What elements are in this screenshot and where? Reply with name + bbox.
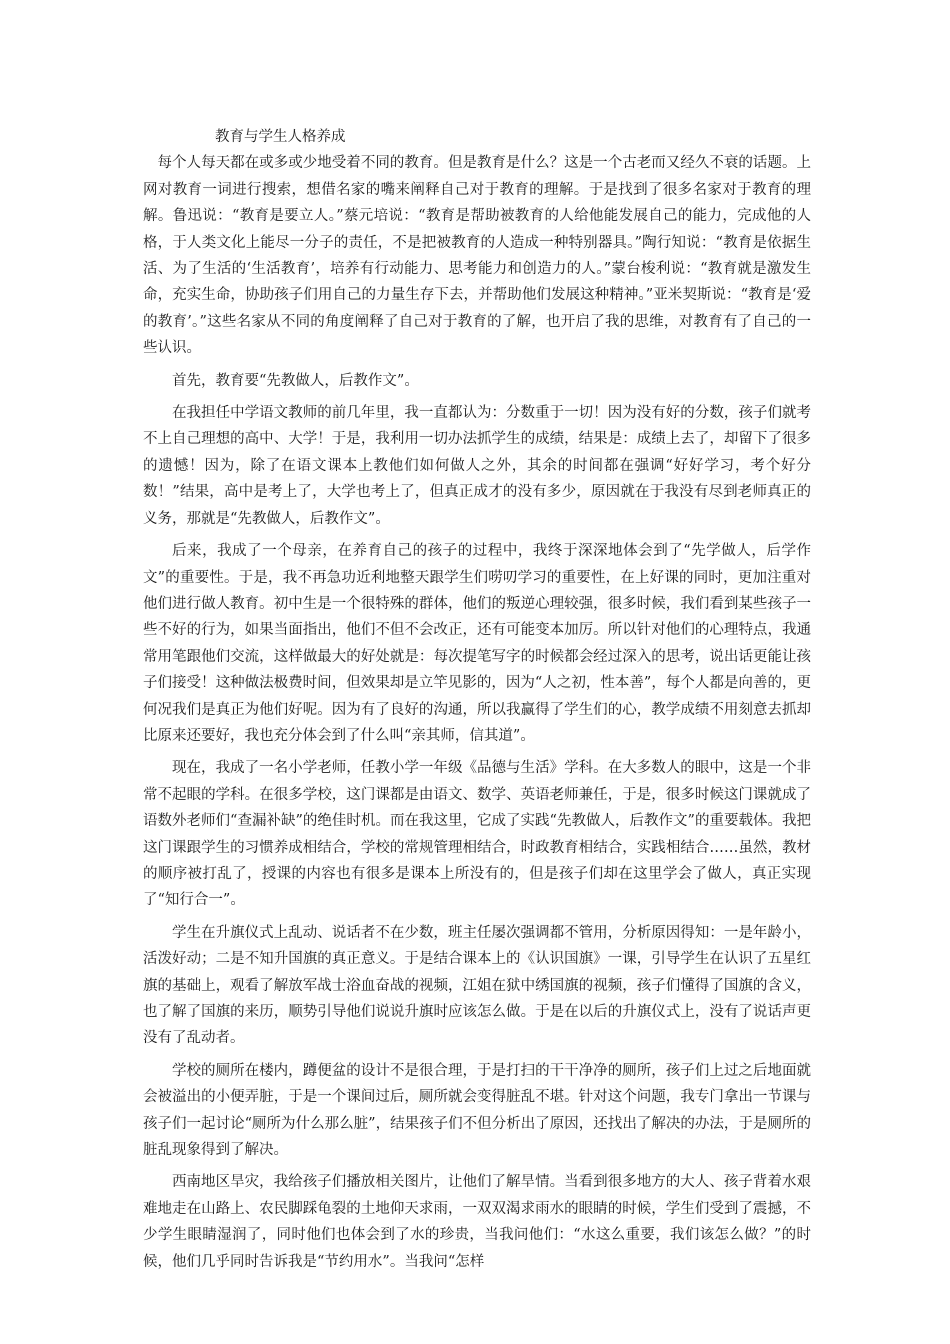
document-title: 教育与学生人格养成 bbox=[215, 129, 346, 145]
paragraph-becoming-mother: 后来，我成了一个母亲，在养育自己的孩子的过程中，我终于深深地体会到了“先学做人，后学作文”的重要性。于是，我不再急功近利地整天跟学生们唠叨学习的重要性，在上好课的同时，更加注重对他们进行做人教育。初中生是一个很特殊的群体，他们的叛逆心理较强，很多时候，我们看到某些孩子一些不好的行为，如果当面指出，他们不但不会改正，还有可能变本加厉。所以针对他们的心理特点，我通常用笔跟他们交流，这样做最大的好处就是：每次提笔写字的时候都会经过深入的思考，说出话更能让孩子们接受！这种做法极费时间，但效果却是立竿见影的，因为“人之初，性本善”，每个人都是向善的，更何况我们是真正为他们好呢。因为有了良好的沟通，所以我赢得了学生们的心，教学成绩不用刻意去抓却比原来还要好，我也充分体会到了什么叫“亲其师，信其道”。 bbox=[143, 543, 811, 744]
paragraph-school-toilet: 学校的厕所在楼内，蹲便盆的设计不是很合理，于是打扫的干干净净的厕所，孩子们上过之后地面就会被溢出的小便弄脏，于是一个课间过后，厕所就会变得脏乱不堪。针对这个问题，我专门拿出一节课与孩子们一起讨论“厕所为什么那么脏”，结果孩子们不但分析出了原因，还找出了解决的办法，于是厕所的脏乱现象得到了解决。 bbox=[143, 1062, 811, 1159]
document-page bbox=[143, 124, 811, 1275]
paragraph-drought: 西南地区旱灾，我给孩子们播放相关图片，让他们了解旱情。当看到很多地方的大人、孩子背着水艰难地走在山路上、农民脚踩龟裂的土地仰天求雨，一双双渴求雨水的眼睛的时候，学生们受到了震撼，不少学生眼睛湿润了，同时他们也体会到了水的珍贵，当我问他们：“水这么重要，我们该怎么做？”的时候，他们几乎同时告诉我是“节约用水”。当我问“怎样 bbox=[143, 1174, 811, 1270]
paragraph-flag-ceremony: 学生在升旗仪式上乱动、说话者不在少数，班主任屡次强调都不管用，分析原因得知：一是年龄小，活泼好动；二是不知升国旗的真正意义。于是结合课本上的《认识国旗》一课，引导学生在认识了五星红旗的基础上，观看了解放军战士浴血奋战的视频，江姐在狱中绣国旗的视频，孩子们懂得了国旗的含义，也了解了国旗的来历，顺势引导他们说说升旗时应该怎么做。于是在以后的升旗仪式上，没有了说话声更没有了乱动者。 bbox=[143, 924, 811, 1047]
paragraph-middle-school-experience: 在我担任中学语文教师的前几年里，我一直都认为：分数重于一切！因为没有好的分数，孩子们就考不上自己理想的高中、大学！于是，我利用一切办法抓学生的成绩，结果是：成绩上去了，却留下了很多的遗憾！因为，除了在语文课本上教他们如何做人之外，其余的时间都在强调“好好学习，考个好分数！”结果，高中是考上了，大学也考上了，但真正成才的没有多少，原因就在于我没有尽到老师真正的义务，那就是“先教做人，后教作文”。 bbox=[143, 405, 811, 527]
paragraph-first-point: 首先，教育要“先教做人，后教作文”。 bbox=[172, 372, 419, 389]
paragraph-intro: 每个人每天都在或多或少地受着不同的教育。但是教育是什么？这是一个古老而又经久不衰的话题。上网对教育一词进行搜索，想借名家的嘴来阐释自己对于教育的理解。于是找到了很多名家对于教育的理解。鲁迅说：“教育是要立人。”蔡元培说：“教育是帮助被教育的人给他能发展自己的能力，完成他的人格，于人类文化上能尽一分子的责任，不是把被教育的人造成一种特别器具。”陶行知说：“教育是依据生活、为了生活的‘生活教育’，培养有行动能力、思考能力和创造力的人。”蒙台梭利说：“教育就是激发生命，充实生命，协助孩子们用自己的力量生存下去，并帮助他们发展这种精神。”亚米契斯说：“教育是‘爱的教育’。”这些名家从不同的角度阐释了自己对于教育的了解，也开启了我的思维，对教育有了自己的一些认识。 bbox=[143, 155, 811, 357]
paragraph-primary-teacher: 现在，我成了一名小学老师，任教小学一年级《品德与生活》学科。在大多数人的眼中，这是一个非常不起眼的学科。在很多学校，这门课都是由语文、数学、英语老师兼任，于是，很多时候这门课就成了语数外老师们“查漏补缺”的绝佳时机。而在我这里，它成了实践“先教做人，后教作文”的重要载体。我把这门课跟学生的习惯养成相结合，学校的常规管理相结合，时政教育相结合，实践相结合……虽然，教材的顺序被打乱了，授课的内容也有很多是课本上所没有的，但是孩子们却在这里学会了做人，真正实现了“知行合一”。 bbox=[143, 760, 811, 909]
